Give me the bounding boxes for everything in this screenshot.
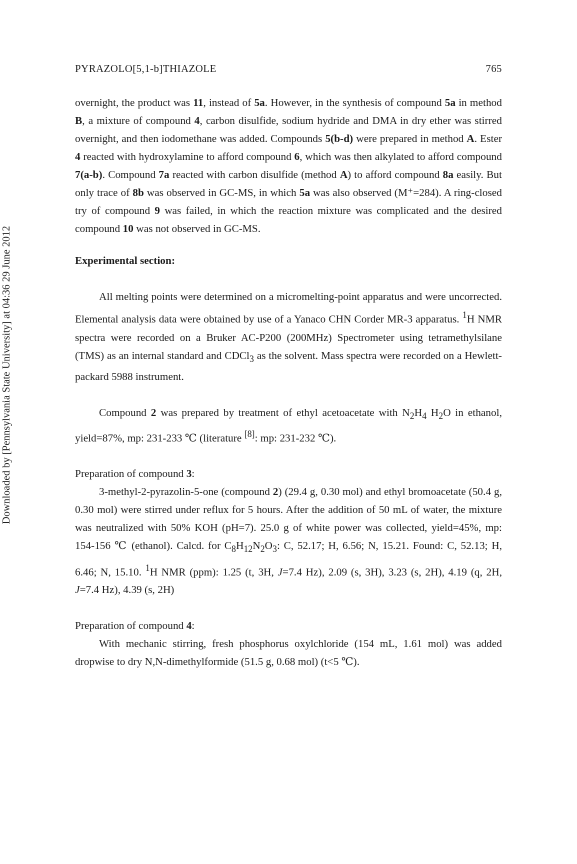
text-run: , which was then alkylated to afford compound [299, 151, 502, 163]
subscript: 8 [231, 544, 236, 555]
compound-label: 8b [132, 187, 144, 199]
text-run: in method [455, 97, 502, 109]
section-heading: Experimental section: [75, 255, 176, 267]
compound-label: 11 [193, 97, 204, 109]
text-run: : [191, 620, 195, 633]
subscript: 2 [409, 410, 415, 421]
method-label: A [339, 169, 348, 181]
coupling-symbol: J [277, 566, 283, 579]
text-run: : C, 52.17; H, 6.56; N, 15.21. Found: C, 52.13; H, 6.46; N, 15.10. [75, 540, 503, 579]
compound-label: 5a [299, 187, 311, 199]
reference-marker: [8] [244, 428, 255, 439]
subscript: 3 [272, 544, 277, 555]
text-run: : mp: 231-232 ℃). [254, 432, 337, 445]
compound-4-procedure: With mechanic stirring, fresh phosphorus oxylchloride (154 mL, 1.61 mol) was added dropwise to dry N,N-dimethylformide (51.5 g, 0.68 mol) (t<5 ℃). [75, 638, 502, 669]
text-run: O in ethanol, yield=87%, mp: 231-233 ℃ (literature [75, 406, 502, 445]
text-run: =7.4 Hz), 4.39 (s, 2H) [79, 584, 175, 597]
compound-label: 6 [294, 151, 300, 163]
compound-label: 4 [194, 115, 200, 127]
compound-label: 10 [122, 223, 134, 235]
download-watermark [0, 140, 14, 610]
compound-label: 8a [442, 169, 454, 181]
compound-2-paragraph [75, 404, 502, 448]
text-run: ) (29.4 g, 0.30 mol) and ethyl bromoacetate (50.4 g, 0.30 mol) were stirred under reflux for 5 hours. After the addition of 50 mL of water, the mixture was neutralized with 50% KOH (pH=7). 25.0 g of white power was collected, yield=45%, mp: 154-156 ℃ (ethanol). Calcd. for C [75, 486, 502, 553]
coupling-symbol: J [75, 584, 80, 597]
text-run: was not observed in GC-MS. [133, 223, 261, 235]
page-number: 765 [485, 64, 502, 75]
running-header [75, 64, 502, 78]
article-body [75, 94, 502, 671]
compound-label: 9 [154, 205, 160, 217]
text-run: , instead of [203, 97, 255, 109]
compound-label: 7(a-b) [75, 169, 103, 181]
running-head: PYRAZOLO[5,1-b]THIAZOLE [75, 64, 217, 75]
text-run: 3-methyl-2-pyrazolin-5-one (compound [99, 486, 273, 499]
text-run: was also observed (M⁺=284). A ring-closed try of compound [75, 187, 502, 217]
text-run: H [426, 406, 439, 419]
text-run: reacted with carbon disulfide (method [169, 169, 340, 181]
subscript: 3 [249, 353, 254, 364]
superscript: 1 [145, 562, 150, 573]
compound-3-procedure [75, 483, 502, 599]
subscript: 4 [422, 410, 427, 421]
text-run: . However, in the synthesis of compound [264, 97, 445, 109]
subscript: 2 [260, 544, 265, 555]
text-run: N [252, 540, 261, 553]
method-label: A [466, 133, 475, 145]
text-run: as the solvent. Mass spectra were recorded on a Hewlett-packard 5988 instrument. [75, 349, 502, 383]
text-run: were prepared in method [353, 133, 467, 145]
text-run: easily. But only trace of [75, 169, 502, 199]
compound-label: 4 [186, 620, 192, 633]
text-run: =7.4 Hz), 2.09 (s, 3H), 3.23 (s, 2H), 4.19 (q, 2H, [282, 566, 503, 579]
text-run: O [264, 540, 273, 553]
text-run: H [414, 406, 423, 419]
download-note: Downloaded by [Pennsylvania State University] at 04:36 29 June 2012 [1, 225, 13, 525]
text-run: . Ester [474, 133, 503, 145]
compound-label: 4 [75, 151, 81, 163]
text-run: . Compound [102, 169, 159, 181]
text-run: was prepared by treatment of ethyl acetoacetate with N [156, 406, 410, 419]
text-run: , carbon disulfide, sodium hydride and DMA in dry ether was stirred overnight, and then iodomethane was added. Compounds [75, 115, 502, 145]
methods-paragraph [75, 288, 502, 386]
text-run: Compound [99, 406, 151, 419]
compound-label: 7a [158, 169, 170, 181]
method-label: B [75, 115, 83, 127]
results-paragraph [75, 94, 502, 238]
compound-label: 5a [444, 97, 456, 109]
text-run: : [191, 468, 195, 481]
subscript: 2 [438, 410, 444, 421]
compound-label: 2 [272, 486, 279, 499]
text-run: , a mixture of compound [82, 115, 195, 127]
text-run: overnight, the product was [75, 97, 194, 109]
compound-label: 3 [186, 468, 192, 481]
compound-label: 5(b-d) [325, 133, 354, 145]
text-run: H NMR spectra were recorded on a Bruker AC-P200 (200MHz) Spectrometer using tetramethylsilane (TMS) as an internal standard and CDCl [75, 313, 502, 362]
superscript: 1 [462, 310, 467, 320]
text-run: H [235, 540, 244, 553]
subsection-heading [75, 465, 502, 483]
text-run: H NMR (ppm): 1.25 (t, 3H, [149, 566, 278, 579]
compound-label: 5a [254, 97, 265, 109]
text-run: Preparation of compound [75, 468, 187, 481]
text-run: reacted with hydroxylamine to afford compound [80, 151, 295, 163]
text-run: ) to afford compound [347, 169, 443, 181]
text-run: was observed in GC-MS, in which [143, 187, 300, 199]
subscript: 12 [243, 544, 253, 555]
text-run: All melting points were determined on a micromelting-point apparatus and were uncorrected. Elemental analysis data were obtained by use of a Yanaco CHN Corder MR-3 apparatus. [75, 291, 502, 326]
subsection-heading [75, 617, 502, 635]
text-run: was failed, in which the reaction mixture was complicated and the desired compound [75, 205, 502, 235]
compound-label: 2 [150, 406, 157, 419]
text-run: Preparation of compound [75, 620, 187, 633]
